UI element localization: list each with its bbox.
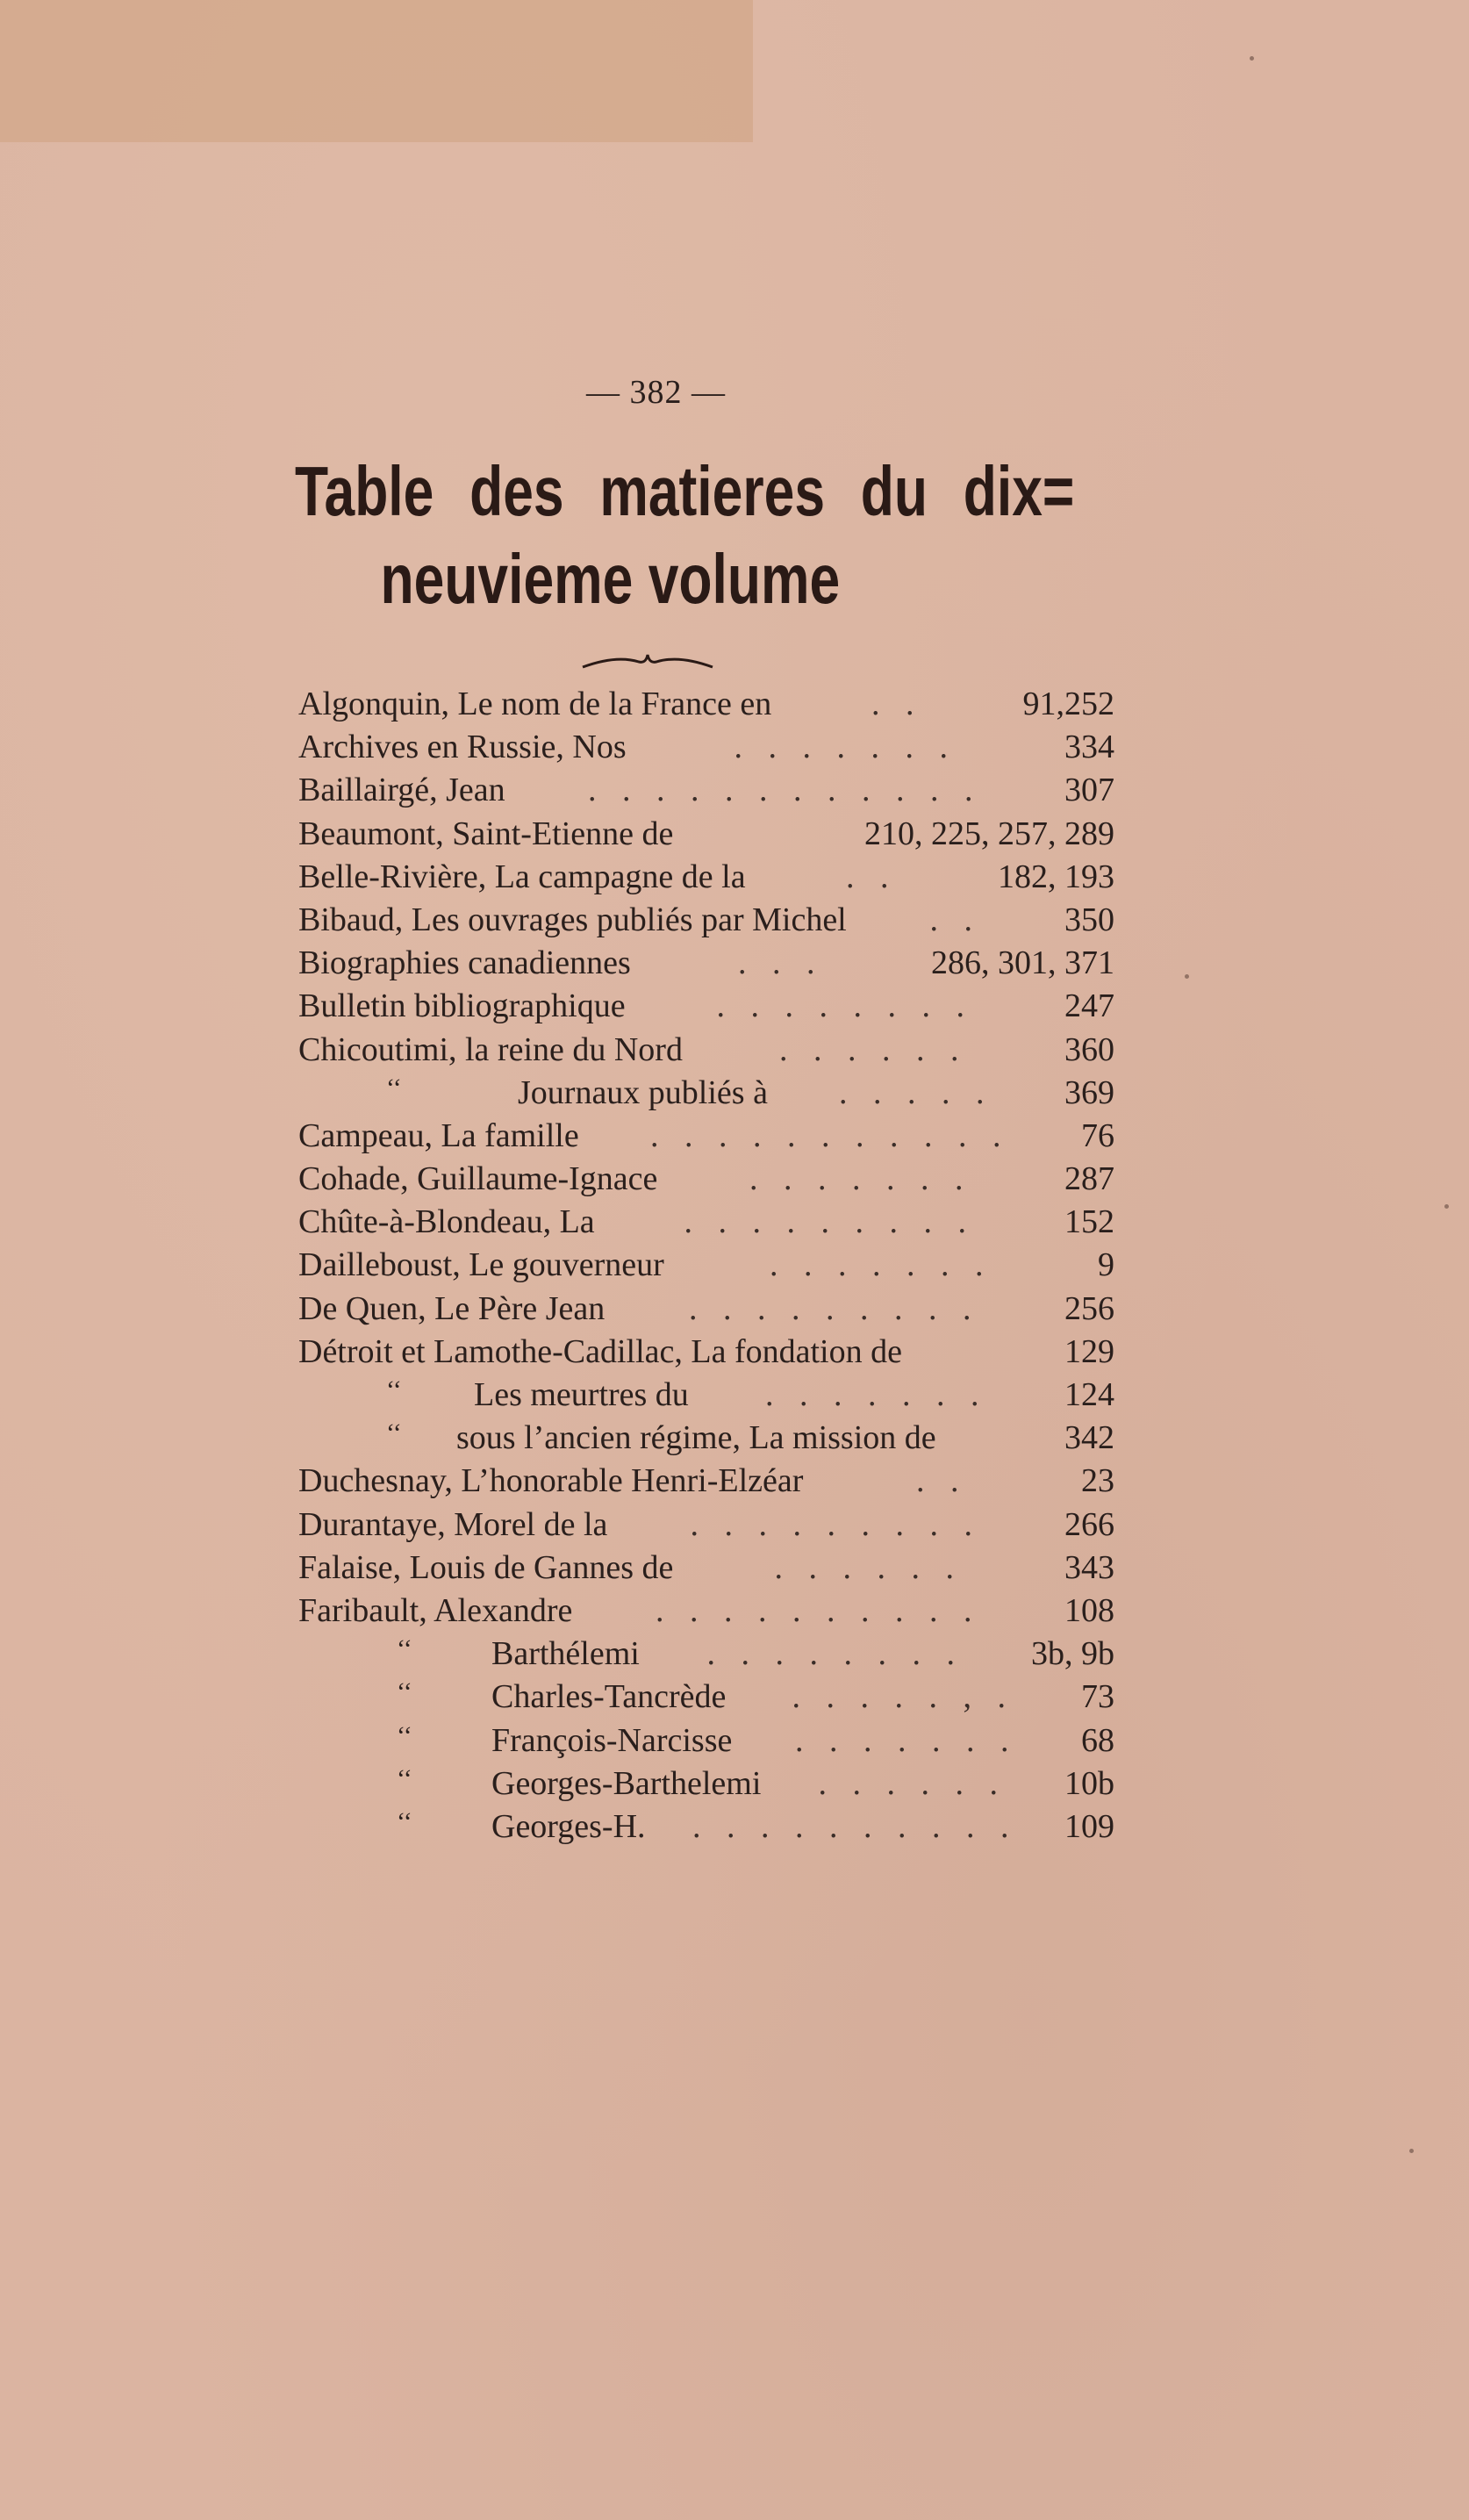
toc-entry bbox=[298, 1288, 1132, 1331]
toc-entry bbox=[298, 1417, 1132, 1460]
toc-entry-title: Algonquin, Le nom de la France en bbox=[298, 686, 772, 722]
toc-entry-leader: . . . . . bbox=[839, 1073, 993, 1111]
toc-entry-title: Journaux publiés à bbox=[518, 1073, 768, 1111]
ditto-mark: ‘‘ bbox=[397, 1806, 412, 1836]
toc-entry-pages: 3b, 9b bbox=[1031, 1635, 1114, 1673]
toc-entry-pages: 266 bbox=[1064, 1505, 1114, 1543]
toc-entry-leader: . . bbox=[846, 858, 898, 895]
paper-fleck bbox=[1409, 2149, 1414, 2153]
toc-entry-pages: 334 bbox=[1064, 729, 1114, 766]
toc-entry-title: Biographies canadiennes bbox=[298, 944, 631, 982]
toc-entry-title: Bibaud, Les ouvrages publiés par Michel bbox=[298, 901, 847, 938]
ditto-mark: ‘‘ bbox=[386, 1073, 402, 1102]
toc-entry-title: Baillairgé, Jean bbox=[298, 772, 505, 809]
paper-fleck bbox=[1185, 974, 1189, 979]
toc-entry-leader: . . . . . . . . bbox=[706, 1635, 964, 1673]
toc-entry-leader: . . . . . , . bbox=[792, 1678, 1014, 1716]
toc-entry-title: Archives en Russie, Nos bbox=[298, 729, 627, 766]
ditto-mark: ‘‘ bbox=[386, 1418, 402, 1448]
title-line-2: neuvieme volume bbox=[380, 540, 841, 618]
toc-entry bbox=[298, 1072, 1132, 1115]
title-line-1: Table des matieres du dix= bbox=[295, 452, 1075, 530]
toc-entry-title: Georges-Barthelemi bbox=[491, 1764, 762, 1802]
ornamental-divider bbox=[581, 648, 714, 674]
toc-entry-leader: . . . . . . . bbox=[765, 1376, 988, 1413]
toc-entry bbox=[298, 1676, 1132, 1719]
toc-entry-leader: . . . . . . . . . . bbox=[692, 1807, 1018, 1845]
toc-entry-leader: . . . . . . . bbox=[749, 1160, 972, 1198]
toc-entry-title: De Quen, Le Père Jean bbox=[298, 1289, 606, 1327]
toc-entry-leader: . . . . . . bbox=[779, 1030, 968, 1068]
toc-entry-pages: 182, 193 bbox=[998, 858, 1114, 895]
toc-entry bbox=[298, 1244, 1132, 1287]
toc-entry bbox=[298, 1719, 1132, 1763]
toc-entry-pages: 10b bbox=[1064, 1764, 1114, 1802]
toc-entry bbox=[298, 1374, 1132, 1417]
toc-entry bbox=[298, 683, 1132, 726]
toc-entry-leader: . . bbox=[871, 686, 923, 722]
toc-entry bbox=[298, 1460, 1132, 1503]
paper-fleck bbox=[1444, 1204, 1449, 1209]
toc-entry-pages: 91,252 bbox=[1022, 686, 1114, 722]
toc-entry-pages: 256 bbox=[1064, 1289, 1114, 1327]
toc-entry-leader: . . . . . . . . . bbox=[690, 1505, 981, 1543]
toc-entry bbox=[298, 1029, 1132, 1072]
toc-entry-leader: . . . . . . . . . . bbox=[656, 1591, 981, 1629]
toc-entry-pages: 68 bbox=[1081, 1721, 1114, 1759]
toc-entry bbox=[298, 1633, 1132, 1676]
toc-entry-leader: . . . . . . . . . . . . bbox=[588, 772, 982, 809]
toc-entry-leader: . . . . . . . . bbox=[716, 987, 973, 1025]
toc-entry-title: Détroit et Lamothe-Cadillac, La fondation de bbox=[298, 1332, 902, 1370]
ditto-mark: ‘‘ bbox=[386, 1375, 402, 1404]
toc-entry-pages: 152 bbox=[1064, 1203, 1114, 1241]
toc-entry-leader: . . . . . . . . . bbox=[689, 1289, 980, 1327]
toc-entry-leader: . . . bbox=[738, 944, 824, 982]
toc-entry-pages: 73 bbox=[1081, 1678, 1114, 1716]
toc-entry-title: Chûte-à-Blondeau, La bbox=[298, 1203, 595, 1241]
toc-entry bbox=[298, 1763, 1132, 1806]
toc-entry-leader: . . . . . . bbox=[818, 1764, 1007, 1802]
toc-entry-pages: 350 bbox=[1064, 901, 1114, 938]
ditto-mark: ‘‘ bbox=[397, 1677, 412, 1707]
toc-entry-leader: . . . . . . bbox=[774, 1548, 963, 1586]
aged-paper-stain bbox=[0, 0, 753, 142]
page-title bbox=[295, 448, 1075, 623]
toc-entry-title: Beaumont, Saint-Etienne de bbox=[298, 815, 674, 852]
toc-entry-pages: 124 bbox=[1064, 1376, 1114, 1413]
table-of-contents bbox=[298, 683, 1132, 1849]
toc-entry bbox=[298, 1547, 1132, 1590]
toc-entry-pages: 369 bbox=[1064, 1073, 1114, 1111]
toc-entry-title: Durantaye, Morel de la bbox=[298, 1505, 608, 1543]
toc-entry bbox=[298, 899, 1132, 942]
toc-entry-pages: 342 bbox=[1064, 1419, 1114, 1457]
toc-entry-leader: . . . . . . . bbox=[734, 729, 957, 766]
toc-entry-leader: . . . . . . . bbox=[770, 1246, 992, 1284]
toc-entry-pages: 287 bbox=[1064, 1160, 1114, 1198]
toc-entry-pages: 360 bbox=[1064, 1030, 1114, 1068]
toc-entry-title: Charles-Tancrède bbox=[491, 1678, 727, 1716]
toc-entry bbox=[298, 1115, 1132, 1158]
toc-entry-leader: . . bbox=[929, 901, 981, 938]
toc-entry-pages: 307 bbox=[1064, 772, 1114, 809]
paper-fleck bbox=[1250, 56, 1254, 61]
ditto-mark: ‘‘ bbox=[397, 1763, 412, 1793]
toc-entry bbox=[298, 942, 1132, 985]
ditto-mark: ‘‘ bbox=[397, 1634, 412, 1664]
toc-entry-title: Chicoutimi, la reine du Nord bbox=[298, 1030, 683, 1068]
toc-entry-title: sous l’ancien régime, La mission de bbox=[456, 1419, 936, 1457]
page-number-text: — 382 — bbox=[586, 374, 726, 411]
toc-entry-leader: . . bbox=[916, 1462, 968, 1500]
toc-entry-pages: 247 bbox=[1064, 987, 1114, 1025]
toc-entry-title: Cohade, Guillaume-Ignace bbox=[298, 1160, 658, 1198]
toc-entry-pages: 210, 225, 257, 289 bbox=[864, 815, 1114, 852]
toc-entry-title: Campeau, La famille bbox=[298, 1116, 579, 1154]
toc-entry-leader: . . . . . . . bbox=[795, 1721, 1018, 1759]
toc-entry-leader: . . . . . . . . . bbox=[684, 1203, 975, 1241]
toc-entry bbox=[298, 1806, 1132, 1849]
toc-entry bbox=[298, 1504, 1132, 1547]
toc-entry-title: Georges-H. bbox=[491, 1807, 646, 1845]
toc-entry-title: Faribault, Alexandre bbox=[298, 1591, 573, 1629]
toc-entry-pages: 9 bbox=[1098, 1246, 1114, 1284]
toc-entry-title: Bulletin bibliographique bbox=[298, 987, 626, 1025]
toc-entry-pages: 76 bbox=[1081, 1116, 1114, 1154]
toc-entry bbox=[298, 1590, 1132, 1633]
toc-entry-title: Belle-Rivière, La campagne de la bbox=[298, 858, 746, 895]
toc-entry bbox=[298, 1201, 1132, 1244]
toc-entry bbox=[298, 985, 1132, 1028]
toc-entry-title: Dailleboust, Le gouverneur bbox=[298, 1246, 664, 1284]
toc-entry-pages: 286, 301, 371 bbox=[931, 944, 1114, 982]
toc-entry-pages: 108 bbox=[1064, 1591, 1114, 1629]
toc-entry bbox=[298, 813, 1132, 856]
toc-entry-title: Les meurtres du bbox=[474, 1376, 689, 1413]
toc-entry-title: Barthélemi bbox=[491, 1635, 640, 1673]
toc-entry bbox=[298, 1158, 1132, 1201]
toc-entry-pages: 109 bbox=[1064, 1807, 1114, 1845]
toc-entry bbox=[298, 856, 1132, 899]
toc-entry bbox=[298, 1331, 1132, 1374]
ditto-mark: ‘‘ bbox=[397, 1720, 412, 1750]
toc-entry-title: Falaise, Louis de Gannes de bbox=[298, 1548, 674, 1586]
toc-entry-pages: 23 bbox=[1081, 1462, 1114, 1500]
toc-entry bbox=[298, 726, 1132, 769]
toc-entry-leader: . . . . . . . . . . . bbox=[650, 1116, 1010, 1154]
toc-entry-title: François-Narcisse bbox=[491, 1721, 733, 1759]
toc-entry-pages: 129 bbox=[1064, 1332, 1114, 1370]
toc-entry-pages: 343 bbox=[1064, 1548, 1114, 1586]
toc-entry-title: Duchesnay, L’honorable Henri-Elzéar bbox=[298, 1462, 804, 1500]
toc-entry bbox=[298, 769, 1132, 812]
